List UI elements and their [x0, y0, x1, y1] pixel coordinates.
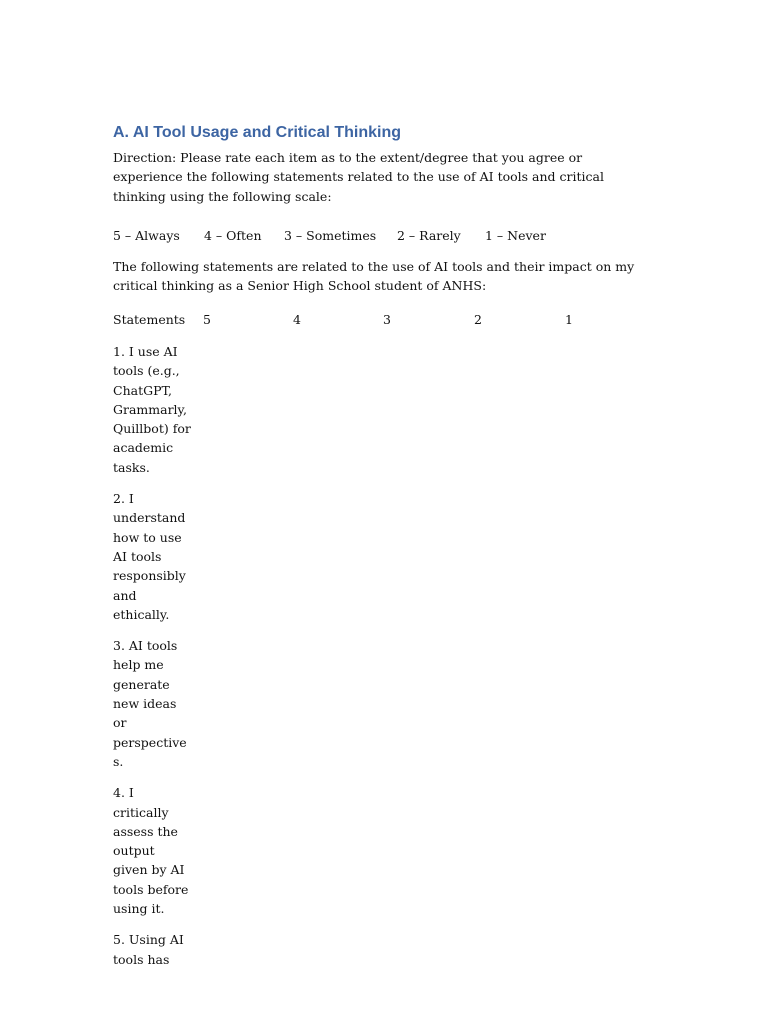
header-statements: Statements — [113, 312, 186, 327]
scale-item-rarely: 2 – Rarely — [397, 228, 461, 243]
header-2: 2 — [474, 312, 482, 327]
statement-4: 4. I critically assess the output given by AI tools before using it. — [113, 785, 189, 917]
scale-item-often: 4 – Often — [204, 228, 262, 243]
header-5: 5 — [203, 312, 211, 327]
scale-item-never: 1 – Never — [485, 228, 546, 243]
table-header-row — [0, 310, 768, 329]
scale-item-sometimes: 3 – Sometimes — [284, 228, 377, 243]
statement-5: 5. Using AI tools has — [113, 932, 184, 967]
header-4: 4 — [293, 312, 301, 327]
statement-1: 1. I use AI tools (e.g., ChatGPT, Grammarly, Quillbot) for academic tasks. — [113, 344, 191, 475]
statement-3: 3. AI tools help me generate new ideas or perspectives. — [113, 638, 187, 769]
direction-paragraph: Direction: Please rate each item as to the extent/degree that you agree or experience the following statements related to the use of AI tools and critical thinking using the following scale: — [113, 150, 604, 204]
section-heading: A. AI Tool Usage and Critical Thinking — [113, 124, 402, 141]
statements-column — [113, 342, 191, 981]
intro-paragraph: The following statements are related to the use of AI tools and their impact on my critical thinking as a Senior High School student of ANHS: — [113, 259, 635, 294]
header-3: 3 — [383, 312, 391, 327]
header-1: 1 — [565, 312, 573, 327]
scale-item-always: 5 – Always — [113, 228, 180, 243]
statement-2: 2. I understand how to use AI tools responsibly and ethically. — [113, 491, 186, 622]
